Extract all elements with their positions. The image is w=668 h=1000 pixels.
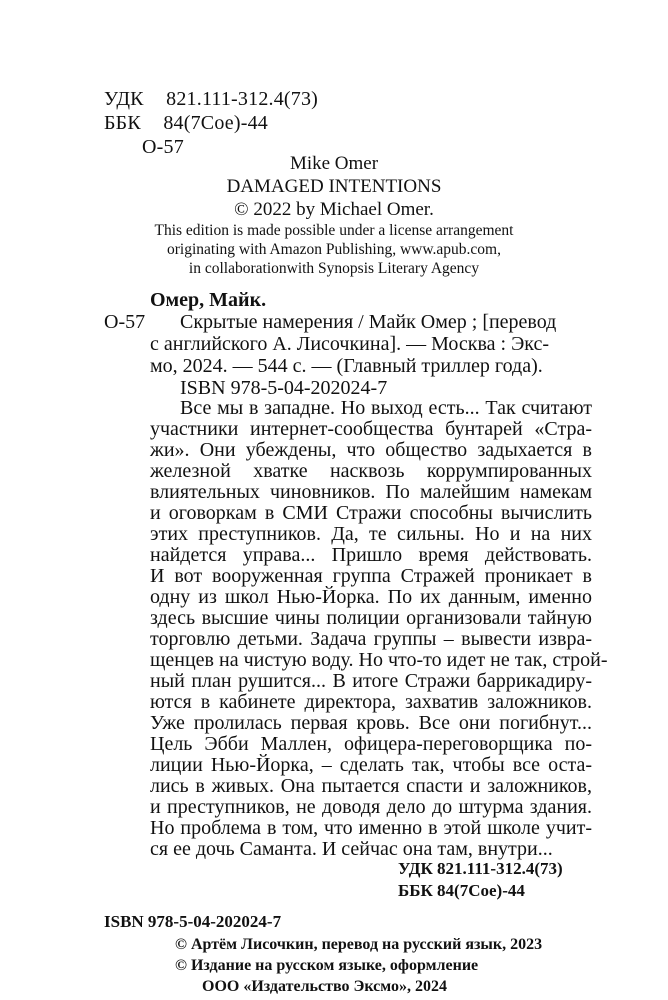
annotation-line: этих преступников. Да, те сильны. Но и на них [150,523,592,545]
license-line: originating with Amazon Publishing, www.apub.com, [167,241,501,258]
annotation-line: одну из школ Нью-Йорка. По их данным, именно [150,586,592,608]
original-author: Mike Omer [289,153,379,174]
annotation-line: Цель Эбби Маллен, офицера-переговорщика по- [150,733,592,755]
annotation-line: щенцев на чистую воду. Но что-то идет не так, строй- [150,649,608,671]
annotation-line: влиятельных чиновников. По малейшим намекам [150,481,592,503]
catalog-entry-line: мо, 2024. — 544 с. — (Главный триллер года). [150,355,543,377]
bbk-value: 84(7Сое)-44 [163,112,268,134]
bbk-line [104,111,268,135]
bottom-bbk: ББК 84(7Сое)-44 [398,881,525,900]
annotation-line: лиции Нью-Йорка, – сделать так, чтобы все оста- [150,754,592,776]
original-title: DAMAGED INTENTIONS [226,176,442,197]
copyright-line: © Артём Лисочкин, перевод на русский язык, 2023 [175,936,543,953]
annotation-line: жи». Они убеждены, что общество задыхается в [150,439,592,461]
annotation-line: И вот вооруженная группа Стражей проникает в [150,565,592,587]
annotation-line: лись в живых. Она пытается спасти и заложников, [150,775,592,797]
original-copyright: © 2022 by Michael Omer. [234,199,434,220]
annotation [150,397,608,860]
annotation-line: Все мы в западне. Но выход есть... Так считают [180,397,592,419]
annotation-line: торговлю детьми. Задача группы – вывести извра- [150,628,592,650]
udk-value: 821.111-312.4(73) [166,88,319,110]
catalog-author-heading: Омер, Майк. [150,289,267,311]
udk-label: УДК [104,88,144,110]
catalog-mark: О-57 [104,311,146,333]
annotation-line: ный план рушится... В итоге Стражи баррикадиру- [150,670,592,692]
bottom-udk: УДК 821.111-312.4(73) [398,859,563,878]
author-mark: О-57 [142,136,184,158]
udk-line [104,87,318,111]
annotation-line: найдется управа... Пришло время действовать. [150,544,592,566]
catalog-isbn: ISBN 978-5-04-202024-7 [180,377,388,399]
copyright-line: ООО «Издательство Эксмо», 2024 [202,978,447,995]
annotation-line: ся ее дочь Саманта. И сейчас она там, внутри... [150,838,553,860]
license-line: in collaborationwith Synopsis Literary Agency [188,260,480,277]
bbk-label: ББК [104,112,141,134]
annotation-line: и преступников, не доводя дело до штурма здания. [150,796,592,818]
copyright-line: © Издание на русском языке, оформление [175,957,479,974]
catalog-entry-line: с английского А. Лисочкина]. — Москва : Экс- [150,333,550,355]
annotation-line: Уже пролилась первая кровь. Все они погибнут... [150,712,592,734]
license-line: This edition is made possible under a license arrangement [154,222,514,239]
annotation-line: и оговоркам в СМИ Стражи способны вычислить [150,502,592,524]
annotation-line: ются в кабинете директора, захватив заложников. [150,691,592,713]
annotation-line: железной хватке насквозь коррумпированных [150,460,592,482]
annotation-line: участники интернет-сообщества бунтарей «Стра- [150,418,592,440]
isbn-bottom: ISBN 978-5-04-202024-7 [104,912,282,931]
catalog-entry-line: Скрытые намерения / Майк Омер ; [перевод [180,311,557,333]
annotation-line: Но проблема в том, что именно в этой школе учит- [150,817,592,839]
annotation-line: здесь высшие чины полиции организовали тайную [150,607,592,629]
